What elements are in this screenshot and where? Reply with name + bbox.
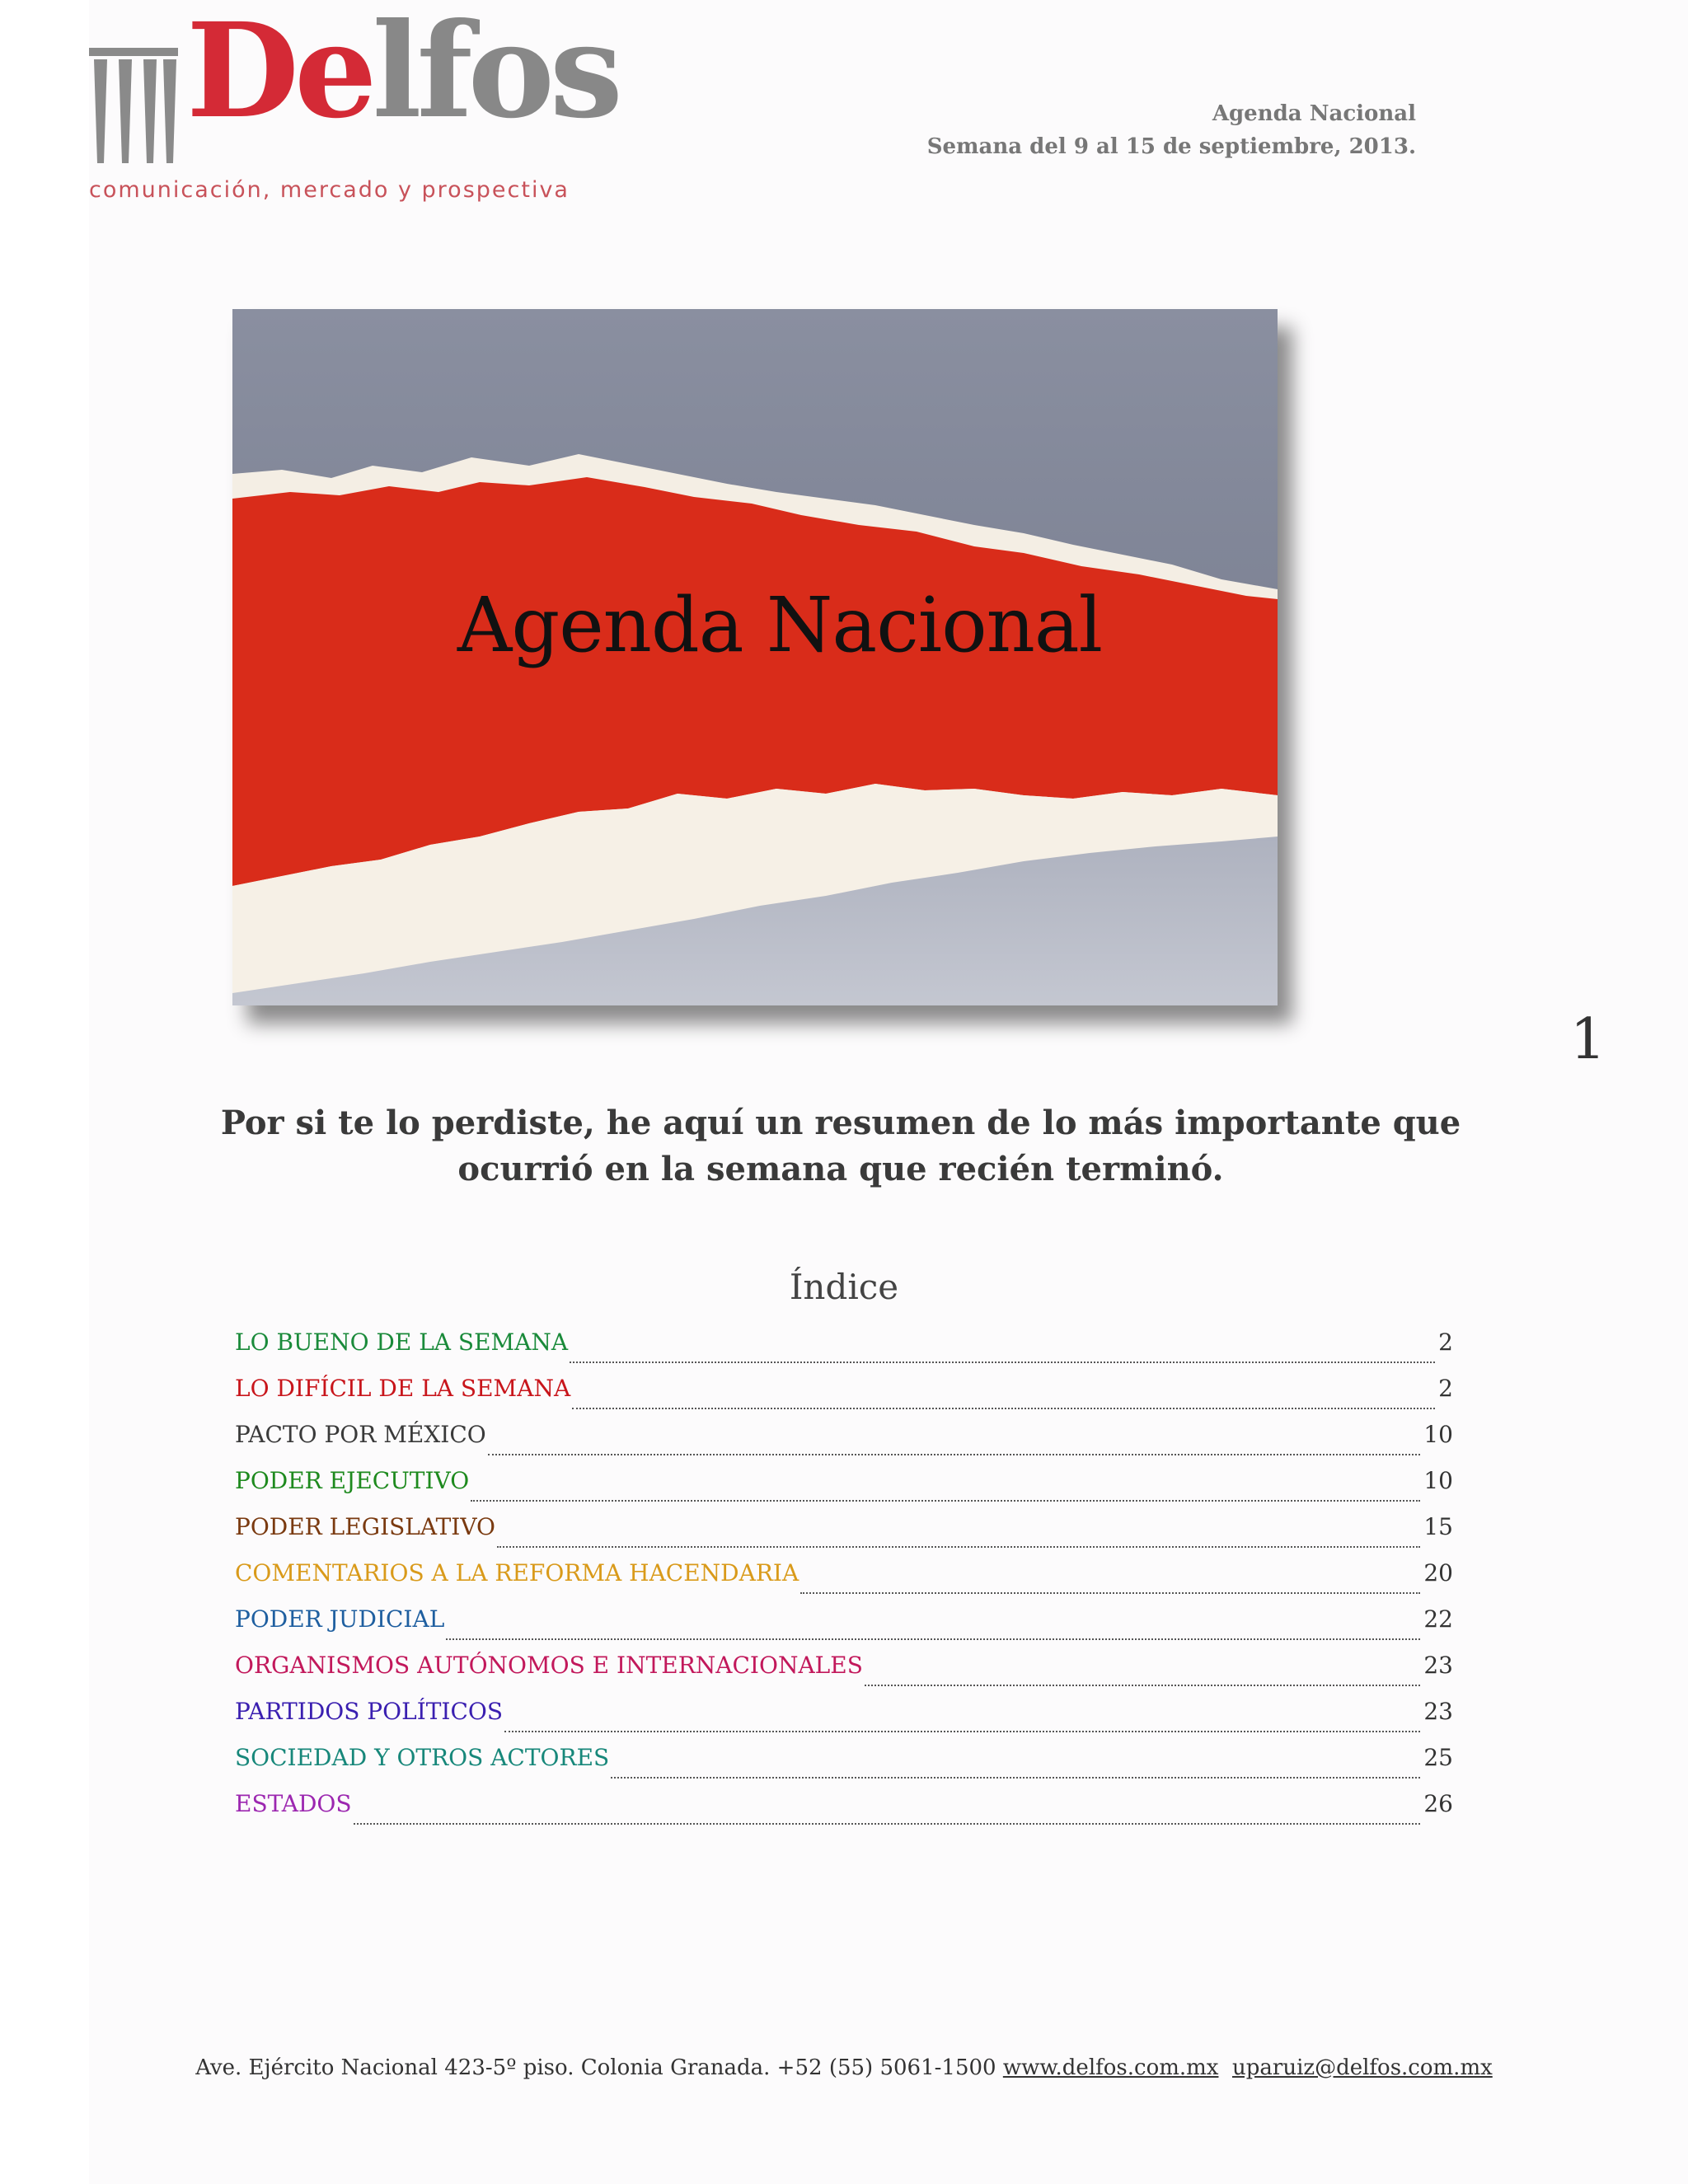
toc-entry-page: 26	[1423, 1790, 1453, 1817]
delfos-logo	[89, 0, 618, 214]
toc-entry-label[interactable]: LO DIFÍCIL DE LA SEMANA	[235, 1375, 571, 1402]
toc-entry[interactable]	[235, 1605, 1453, 1652]
toc-entry[interactable]	[235, 1375, 1453, 1421]
summary-heading	[214, 1100, 1467, 1193]
table-of-contents	[235, 1329, 1453, 1836]
toc-entry[interactable]	[235, 1652, 1453, 1698]
toc-entry-label[interactable]: LO BUENO DE LA SEMANA	[235, 1329, 569, 1356]
cover-title: Agenda Nacional	[457, 581, 1103, 669]
toc-entry-page: 20	[1423, 1559, 1453, 1586]
toc-entry-label[interactable]: ORGANISMOS AUTÓNOMOS E INTERNACIONALES	[235, 1652, 863, 1679]
toc-entry[interactable]	[235, 1559, 1453, 1605]
index-title: Índice	[789, 1267, 899, 1307]
header-week: Semana del 9 al 15 de septiembre, 2013.	[926, 134, 1416, 159]
toc-entry-page: 22	[1423, 1605, 1453, 1633]
footer	[0, 2055, 1688, 2080]
toc-entry-page: 23	[1423, 1652, 1453, 1679]
toc-leader-dots	[497, 1530, 1420, 1548]
toc-leader-dots	[570, 1345, 1435, 1363]
brand-tagline: comunicación, mercado y prospectiva	[89, 177, 570, 203]
toc-entry[interactable]	[235, 1421, 1453, 1467]
toc-leader-dots	[446, 1622, 1420, 1640]
toc-entry-label[interactable]: PARTIDOS POLÍTICOS	[235, 1698, 504, 1725]
toc-entry[interactable]	[235, 1329, 1453, 1375]
summary-line-2: ocurrió en la semana que recién terminó.	[457, 1150, 1224, 1188]
toc-entry-page: 2	[1438, 1329, 1453, 1356]
toc-entry-label[interactable]: PODER EJECUTIVO	[235, 1467, 470, 1494]
toc-entry-label[interactable]: PODER JUDICIAL	[235, 1605, 445, 1633]
toc-entry[interactable]	[235, 1698, 1453, 1744]
toc-leader-dots	[471, 1483, 1420, 1502]
footer-email-link[interactable]: uparuiz@delfos.com.mx	[1232, 2055, 1493, 2080]
toc-leader-dots	[572, 1391, 1435, 1409]
toc-entry[interactable]	[235, 1790, 1453, 1836]
toc-entry[interactable]	[235, 1467, 1453, 1513]
footer-address: Ave. Ejército Nacional 423-5º piso. Colonia Granada. +52 (55) 5061-1500	[195, 2055, 996, 2080]
toc-entry-page: 10	[1423, 1467, 1453, 1494]
toc-entry-page: 25	[1423, 1744, 1453, 1771]
toc-entry-page: 23	[1423, 1698, 1453, 1725]
toc-leader-dots	[611, 1760, 1420, 1779]
toc-entry-page: 10	[1423, 1421, 1453, 1448]
toc-leader-dots	[504, 1714, 1420, 1732]
toc-entry-label[interactable]: ESTADOS	[235, 1790, 352, 1817]
toc-entry-label[interactable]: COMENTARIOS A LA REFORMA HACENDARIA	[235, 1559, 799, 1586]
toc-entry[interactable]	[235, 1744, 1453, 1790]
summary-line-1: Por si te lo perdiste, he aquí un resumen de lo más importante que	[220, 1104, 1461, 1142]
toc-entry[interactable]	[235, 1513, 1453, 1559]
toc-leader-dots	[488, 1437, 1421, 1455]
document-header	[927, 97, 1416, 163]
toc-leader-dots	[865, 1668, 1420, 1686]
toc-entry-page: 2	[1438, 1375, 1453, 1402]
toc-entry-label[interactable]: PODER LEGISLATIVO	[235, 1513, 496, 1540]
toc-entry-label[interactable]: PACTO POR MÉXICO	[235, 1421, 486, 1448]
toc-leader-dots	[800, 1576, 1420, 1594]
toc-entry-page: 15	[1423, 1513, 1453, 1540]
columns-icon	[89, 48, 178, 171]
brand-name: Delfos	[186, 0, 618, 148]
header-publication: Agenda Nacional	[1212, 101, 1416, 126]
footer-website-link[interactable]: www.delfos.com.mx	[1002, 2055, 1219, 2080]
cover-image	[232, 309, 1278, 1005]
toc-entry-label[interactable]: SOCIEDAD Y OTROS ACTORES	[235, 1744, 610, 1771]
toc-leader-dots	[354, 1807, 1421, 1825]
page-number: 1	[1570, 1007, 1606, 1072]
